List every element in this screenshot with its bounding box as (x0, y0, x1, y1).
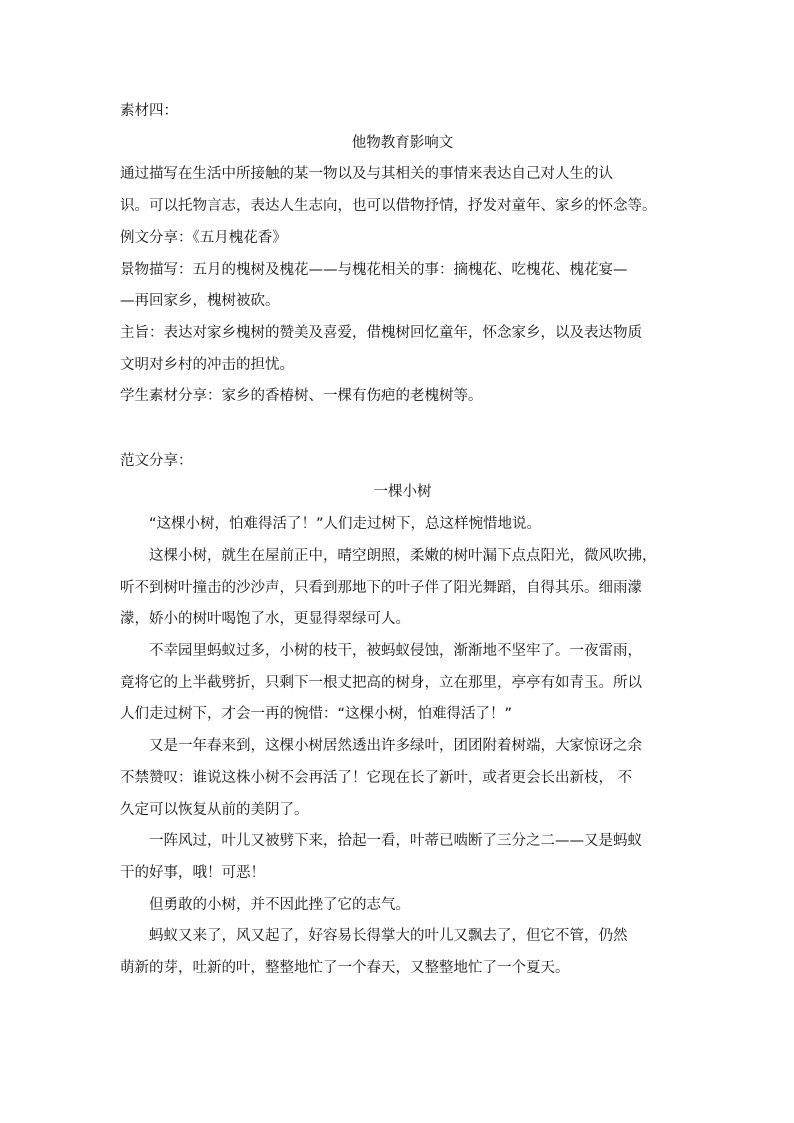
theme-line-2: 文明对乡村的冲击的担忧。 (120, 357, 294, 373)
intro-line-1: 通过描写在生活中所接触的某一物以及与其相关的事情来表达自己对人生的认 (120, 166, 613, 182)
section-label: 范文分享： (120, 453, 193, 469)
essay-line: 不禁赞叹：谁说这株小树不会再活了！它现在长了新叶，或者更会长出新枝， 不 (120, 770, 633, 786)
essay-line: 萌新的芽，吐新的叶，整整地忙了一个春天，又整整地忙了一个夏天。 (120, 960, 570, 976)
essay-title: 一棵小树 (373, 484, 432, 500)
essay-line: 濛，娇小的树叶喝饱了水，更显得翠绿可人。 (120, 611, 410, 627)
essay-line: 听不到树叶撞击的沙沙声，只看到那地下的叶子伴了阳光舞蹈，自得其乐。细雨濛 (120, 580, 642, 596)
essay-line: “这棵小树，怕难得活了！”人们走过树下，总这样惋惜地说。 (149, 516, 542, 532)
essay-line: 久定可以恢复从前的美阴了。 (120, 802, 309, 818)
section-label: 素材四： (120, 103, 178, 119)
essay-line: 蚂蚁又来了，风又起了，好容易长得掌大的叶儿又飘去了，但它不管，仍然 (149, 928, 628, 944)
essay-line: 人们走过树下，才会一再的惋惜：“这棵小树，怕难得活了！” (120, 706, 513, 722)
essay-line: 干的好事，哦！可恶！ (120, 865, 265, 881)
example-line: 例文分享：《五月槐花香》 (120, 230, 287, 246)
essay-line: 这棵小树，就生在屋前正中，晴空朗照，柔嫩的树叶漏下点点阳光，微风吹拂， (149, 548, 657, 564)
theme-line-1: 主旨：表达对家乡槐树的赞美及喜爱，借槐树回忆童年，怀念家乡，以及表达物质 (120, 325, 642, 341)
essay-line: 但勇敢的小树，并不因此挫了它的志气。 (149, 897, 410, 913)
scenery-line-1: 景物描写：五月的槐树及槐花——与槐花相关的事：摘槐花、吃槐花、槐花宴— (120, 262, 628, 278)
essay-line: 一阵风过，叶儿又被劈下来，拾起一看，叶蒂已啮断了三分之二——又是蚂蚁 (149, 833, 642, 849)
section-title: 他物教育影响文 (351, 135, 454, 151)
essay-line: 又是一年春来到，这棵小树居然透出许多绿叶，团团附着树端，大家惊讶之余 (149, 738, 642, 754)
essay-line: 不幸园里蚂蚁过多，小树的枝干，被蚂蚁侵蚀，渐渐地不坚牢了。一夜雷雨， (149, 643, 642, 659)
student-line: 学生素材分享：家乡的香椿树、一棵有伤疤的老槐树等。 (120, 388, 483, 404)
intro-line-2: 识。可以托物言志，表达人生志向，也可以借物抒情，抒发对童年、家乡的怀念等。 (120, 198, 657, 214)
scenery-line-2: —再回家乡，槐树被砍。 (120, 293, 280, 309)
essay-line: 竟将它的上半截劈折，只剩下一根丈把高的树身，立在那里，亭亭有如青玉。所以 (120, 675, 642, 691)
